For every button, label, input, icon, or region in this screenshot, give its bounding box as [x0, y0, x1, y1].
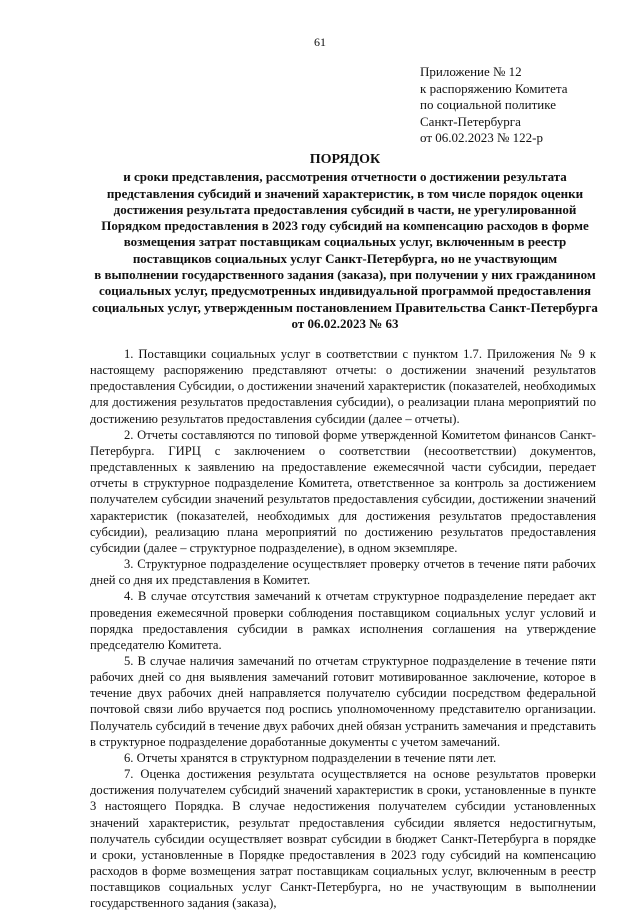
title-line: представления субсидий и значений характеристик, в том числе порядок оценки [106, 185, 584, 201]
title-line: социальных услуг, предусмотренных индивидуальной программой предоставления [99, 283, 591, 299]
title-line: возмещения затрат поставщикам социальных услуг, включенным в реестр [123, 234, 567, 250]
title-line: достижения результата предоставления субсидий в части, не урегулированной [113, 201, 577, 217]
paragraph-6: 6. Отчеты хранятся в структурном подразделении в течение пяти лет. [124, 750, 497, 765]
paragraph-1: 1. Поставщики социальных услуг в соответствии с пунктом 1.7. Приложения № 9 к настоящему распоряжению представляют отчеты: о достижении значений результатов предоставления Субсидии, о достижении значений характеристик (показателей, необходимых для достижения результатов предоставления субсидии), о реализации плана мероприятий по достижению результатов предоставления субсидии (далее – отчеты). [90, 347, 596, 426]
appendix-line: от 06.02.2023 № 122-р [420, 130, 543, 145]
title-line: от 06.02.2023 № 63 [291, 315, 399, 331]
title-line: и сроки представления, рассмотрения отчетности о достижении результата [123, 169, 567, 185]
title-line: поставщиков социальных услуг Санкт-Петербурга, но не участвующим [132, 250, 558, 266]
paragraph-5: 5. В случае наличия замечаний по отчетам структурное подразделение в течение пяти рабочих дней со дня выявления замечаний готовит мотивированное заключение, которое в течение двух рабочих дней направляется получателю субсидии посредством федеральной почтовой связи либо вручается под роспись уполномоченному представителю организации. Получатель субсидий в течение двух рабочих дней обязан устранить замечания и представить в структурное подразделение доработанные документы с учетом замечаний. [90, 653, 596, 749]
document-body [90, 346, 596, 911]
paragraph-2: 2. Отчеты составляются по типовой форме утвержденной Комитетом финансов Санкт-Петербурга. ГИРЦ с заключением о соответствии (несоответствии) документов, представленных к заявлению на предоставление ежемесячной части субсидии, передает отчеты в структурное подразделение Комитета, ответственное за контроль за достижением получателем субсидии значений результатов предоставления субсидии, достижении значений характеристик (показателей, необходимых для достижения результатов предоставления субсидии), реализацию плана мероприятий по достижению результатов предоставления субсидии (далее – структурное подразделение), в одном экземпляре. [90, 427, 596, 555]
appendix-line: Санкт-Петербурга [420, 113, 521, 129]
title-line: Порядком предоставления в 2023 году субсидий на компенсацию расходов в форме [101, 218, 589, 234]
appendix-line: Приложение № 12 [420, 64, 522, 79]
document-title [80, 152, 610, 332]
paragraph-3: 3. Структурное подразделение осуществляет проверку отчетов в течение пяти рабочих дней со дня их представления в Комитет. [90, 557, 596, 588]
appendix-line: по социальной политике [420, 97, 556, 112]
title-line: социальных услуг, утвержденным постановлением Правительства Санкт-Петербурга [92, 299, 598, 315]
title-line: в выполнении государственного задания (заказа), при получении у них гражданином [94, 267, 596, 283]
appendix-line: к распоряжению Комитета [420, 80, 568, 96]
paragraph-7: 7. Оценка достижения результата осуществляется на основе результатов проверки достижения получателем субсидий значений характеристик в сроки, установленные в пункте 3 настоящего Порядка. В случае недостижения получателем субсидии установленных значений характеристик, результат предоставления субсидии является недостигнутым, получатель субсидии осуществляет возврат субсидии в бюджет Санкт-Петербурга в порядке и сроки, установленные в Порядке предоставления в 2023 году субсидий на компенсацию расходов в форме возмещения затрат поставщикам социальных услуг, включенным в реестр поставщиков социальных услуг Санкт-Петербурга, но не участвующим в выполнении государственного задания (заказа), [90, 767, 596, 911]
title-heading: ПОРЯДОК [309, 152, 381, 167]
paragraph-4: 4. В случае отсутствия замечаний к отчетам структурное подразделение передает акт проведения ежемесячной проверки соблюдения поставщиком социальных услуг условий и порядка предоставления субсидии в рамках исполнения соглашения на утверждение председателю Комитета. [90, 589, 596, 652]
page-number: 61 [314, 35, 326, 49]
appendix-header [420, 64, 620, 147]
